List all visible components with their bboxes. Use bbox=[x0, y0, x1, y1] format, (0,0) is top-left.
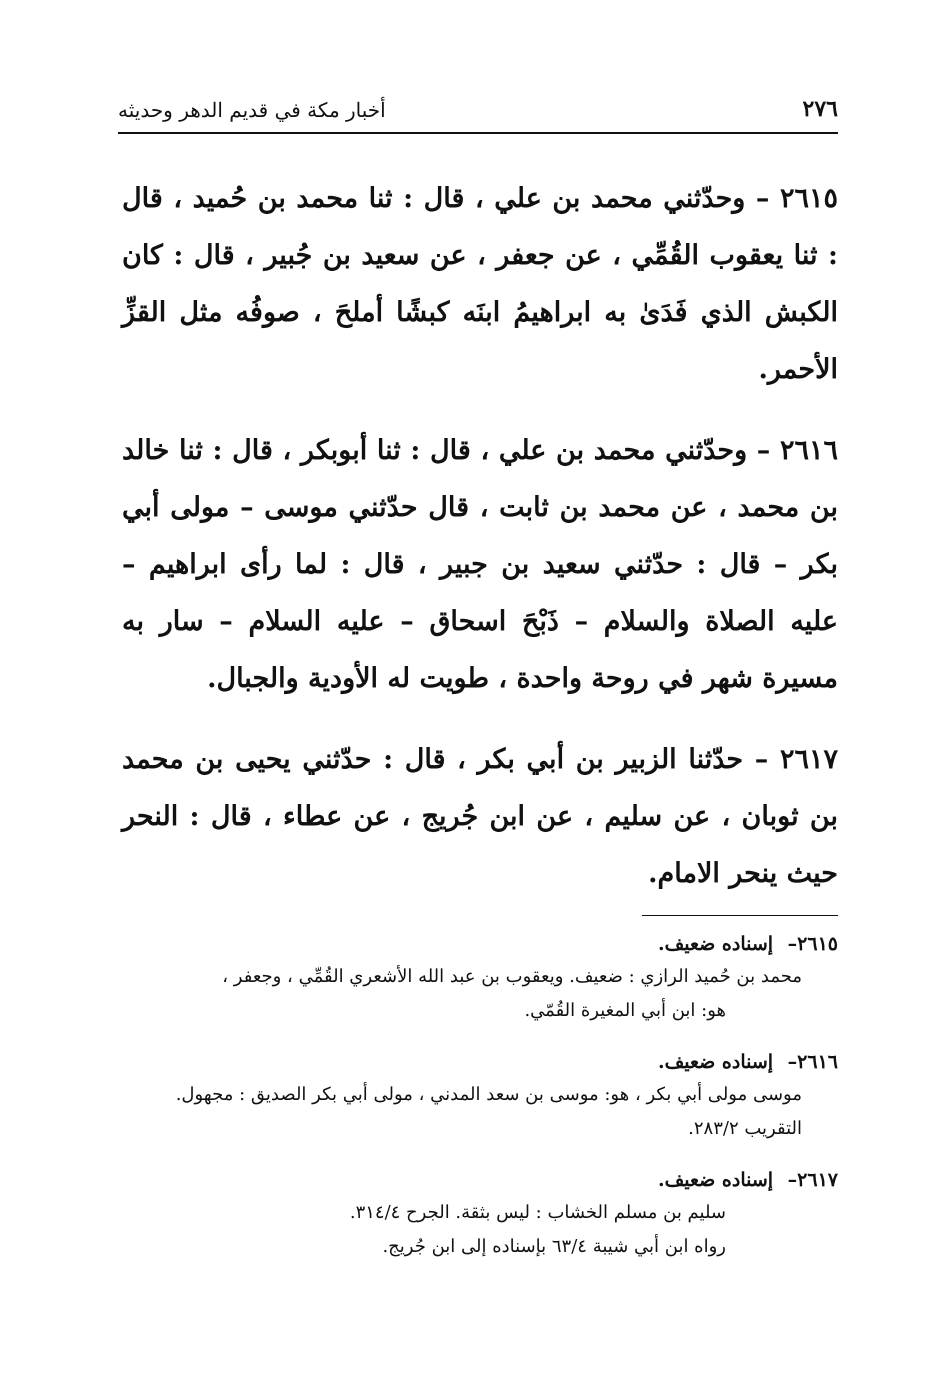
entry-text: – وحدّثني محمد بن علي ، قال : ثنا محمد بن حُميد ، قال : ثنا يعقوب القُمِّي ، عن جعفر ، عن سعيد بن جُبير ، قال : كان الكبش الذي فَدَىٰ به ابراهيمُ ابنَه كبشًا أملحَ ، صوفُه مثل القزِّ الأحمر. bbox=[122, 183, 838, 385]
footnote-number: ٢٦١٧– bbox=[787, 1169, 838, 1191]
footnote-verdict: إسناده ضعيف. bbox=[657, 1169, 774, 1191]
entry-text: – حدّثنا الزبير بن أبي بكر ، قال : حدّثني يحيى بن محمد بن ثوبان ، عن سليم ، عن ابن جُريج ، عن عطاء ، قال : النحر حيث ينحر الامام. bbox=[122, 744, 838, 889]
footnote-line: موسى مولى أبي بكر ، هو: موسى بن سعد المدني ، مولى أبي بكر الصديق : مجهول. bbox=[175, 1084, 802, 1105]
footnote-heading bbox=[118, 1046, 838, 1078]
footnote-line: هو: ابن أبي المغيرة القُمّي. bbox=[524, 1000, 726, 1021]
footnote-line: محمد بن حُميد الرازي : ضعيف. ويعقوب بن عبد الله الأشعري القُمِّي ، وجعفر ، bbox=[222, 966, 802, 987]
footnote bbox=[118, 1164, 838, 1264]
footnote bbox=[118, 1046, 838, 1146]
hadith-entry bbox=[122, 422, 838, 707]
footnote-line: رواه ابن أبي شيبة ٦٣/٤ بإسناده إلى ابن جُريج. bbox=[382, 1236, 726, 1257]
entry-text: – وحدّثني محمد بن علي ، قال : ثنا أبوبكر ، قال : ثنا خالد بن محمد ، عن محمد بن ثابت ، قال حدّثني موسى – مولى أبي بكر – قال : حدّثني سعيد بن جبير ، قال : لما رأى ابراهيم – عليه الصلاة والسلام – ذَبْحَ اسحاق – عليه السلام – سار به مسيرة شهر في روحة واحدة ، طويت له الأودية والجبال. bbox=[122, 435, 838, 694]
footnote-number: ٢٦١٦– bbox=[787, 1051, 838, 1073]
main-text bbox=[122, 170, 838, 926]
footnote bbox=[118, 928, 838, 1028]
entry-number: ٢٦١٧ bbox=[779, 744, 838, 775]
footnote-heading bbox=[118, 1164, 838, 1196]
footnote-divider bbox=[642, 915, 838, 916]
hadith-entry bbox=[122, 731, 838, 902]
entry-number: ٢٦١٦ bbox=[779, 435, 838, 466]
book-title: أخبار مكة في قديم الدهر وحديثه bbox=[118, 98, 386, 122]
hadith-entry bbox=[122, 170, 838, 398]
footnote-verdict: إسناده ضعيف. bbox=[657, 1051, 774, 1073]
footnote-line: التقريب ٢٨٣/٢. bbox=[688, 1118, 802, 1139]
running-header bbox=[118, 92, 838, 134]
footnote-heading bbox=[118, 928, 838, 960]
entry-number: ٢٦١٥ bbox=[779, 183, 838, 214]
page-number: ٢٧٦ bbox=[802, 96, 838, 122]
footnote-line: سليم بن مسلم الخشاب : ليس بثقة. الجرح ٣١٤/٤. bbox=[349, 1202, 726, 1223]
footnote-verdict: إسناده ضعيف. bbox=[657, 933, 774, 955]
footnotes bbox=[118, 928, 838, 1282]
footnote-number: ٢٦١٥– bbox=[787, 933, 838, 955]
